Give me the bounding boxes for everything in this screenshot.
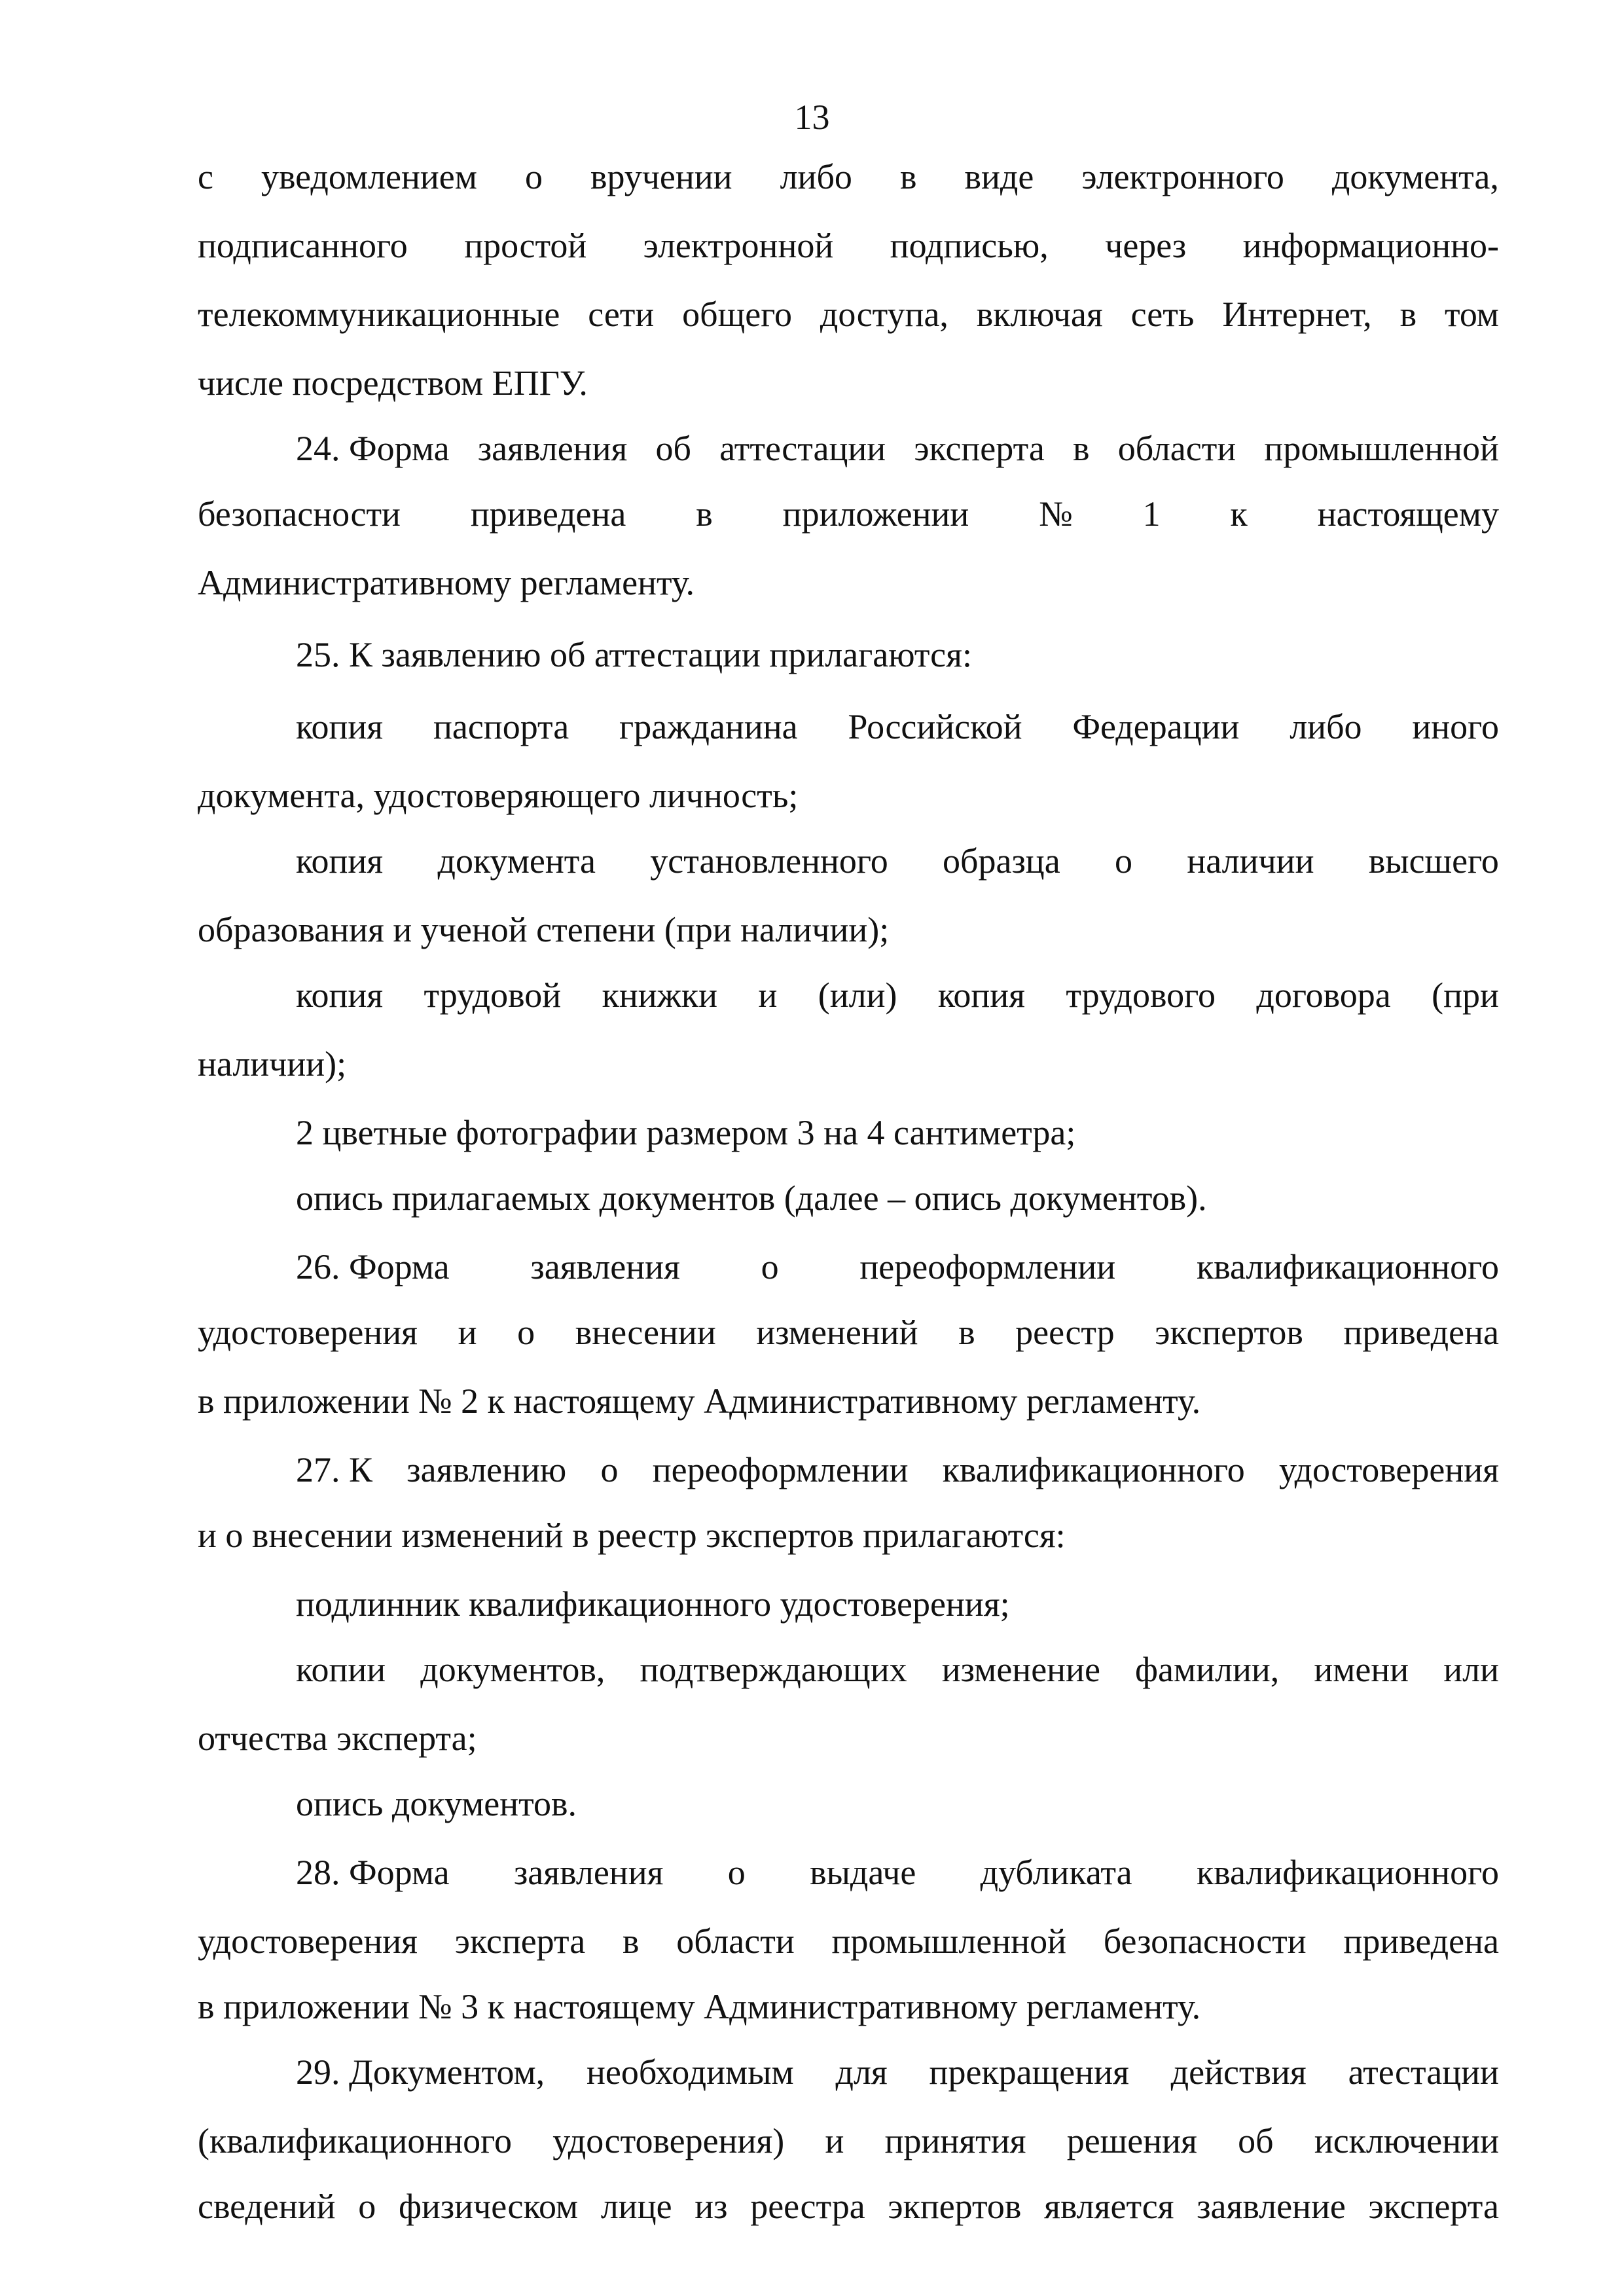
- text-word: Федерации: [1072, 707, 1240, 746]
- text-word: фамилии,: [1135, 1650, 1280, 1689]
- text-line: образования и ученой степени (при наличии);: [198, 910, 890, 949]
- text-word: том: [1444, 295, 1499, 334]
- text-word: трудовой: [424, 975, 562, 1015]
- text-word: области: [1117, 429, 1236, 468]
- text-word: является: [1044, 2187, 1174, 2226]
- text-word: заявлению: [406, 1450, 567, 1489]
- text-word: о: [358, 2187, 376, 2226]
- text-word: уведомлением: [261, 157, 477, 196]
- text-word: электронного: [1081, 157, 1284, 196]
- text-line: в приложении № 2 к настоящему Административному регламенту.: [198, 1381, 1201, 1421]
- text-word: подписью,: [890, 226, 1049, 265]
- text-word: атестации: [1348, 2052, 1499, 2092]
- text-line: опись прилагаемых документов (далее – опись документов).: [296, 1178, 1207, 1218]
- text-word: в: [1073, 429, 1090, 468]
- text-word: №: [1039, 494, 1073, 534]
- text-word: эксперта: [914, 429, 1045, 468]
- text-line: [296, 1452, 1499, 1487]
- text-word: реестр: [1015, 1313, 1115, 1352]
- text-word: сети: [588, 295, 655, 334]
- text-line: [198, 1315, 1499, 1350]
- text-word: заявление: [1197, 2187, 1346, 2226]
- text-word: общего: [682, 295, 792, 334]
- text-word: квалификационного: [942, 1450, 1245, 1489]
- text-word: гражданина: [619, 707, 798, 746]
- text-word: дубликата: [980, 1853, 1132, 1892]
- text-line: [296, 1652, 1499, 1687]
- text-word: переоформлении: [652, 1450, 909, 1489]
- text-line: [296, 1249, 1499, 1285]
- text-line: [198, 2123, 1499, 2159]
- text-word: необходимым: [586, 2052, 794, 2092]
- text-word: о: [600, 1450, 619, 1489]
- text-word: экпертов: [888, 2187, 1022, 2226]
- text-word: иного: [1412, 707, 1499, 746]
- text-word: Российской: [848, 707, 1022, 746]
- text-word: реестра: [750, 2187, 865, 2226]
- text-word: паспорта: [433, 707, 569, 746]
- text-word: заявления: [530, 1247, 680, 1286]
- text-word: Интернет,: [1222, 295, 1372, 334]
- text-word: изменение: [941, 1650, 1100, 1689]
- text-word: к: [1230, 494, 1248, 534]
- document-body: [198, 159, 1499, 2254]
- text-line: [198, 297, 1499, 332]
- text-line: [198, 1923, 1499, 1959]
- text-word: сеть: [1130, 295, 1195, 334]
- text-word: о: [727, 1853, 746, 1892]
- text-word: либо: [1290, 707, 1362, 746]
- text-line: наличии);: [198, 1044, 347, 1084]
- text-word: копия: [296, 841, 384, 881]
- text-line: числе посредством ЕПГУ.: [198, 363, 588, 403]
- text-word: из: [695, 2187, 728, 2226]
- text-word: принятия: [884, 2121, 1026, 2160]
- text-word: копия: [296, 707, 384, 746]
- text-line: Административному регламенту.: [198, 563, 695, 602]
- text-word: приведена: [1343, 1922, 1499, 1961]
- text-word: (квалификационного: [198, 2121, 512, 2160]
- text-word: настоящему: [1317, 494, 1499, 534]
- text-word: физическом: [398, 2187, 579, 2226]
- text-line: [198, 496, 1499, 532]
- text-word: 26. Форма: [296, 1247, 450, 1286]
- text-word: виде: [964, 157, 1034, 196]
- text-word: удостоверения: [198, 1922, 418, 1961]
- text-word: приведена: [470, 494, 626, 534]
- text-word: для: [835, 2052, 888, 2092]
- text-word: о: [761, 1247, 779, 1286]
- text-line: [198, 159, 1499, 194]
- text-line: отчества эксперта;: [198, 1719, 477, 1758]
- text-line: 25. К заявлению об аттестации прилагаются:: [296, 635, 972, 674]
- page-number: 13: [794, 98, 830, 137]
- text-line: в приложении № 3 к настоящему Административному регламенту.: [198, 1987, 1201, 2026]
- text-word: удостоверения: [198, 1313, 418, 1352]
- text-word: 24. Форма: [296, 429, 450, 468]
- text-word: установленного: [650, 841, 888, 881]
- text-line: [296, 977, 1499, 1013]
- text-word: безопасности: [1103, 1922, 1307, 1961]
- text-word: выдаче: [810, 1853, 916, 1892]
- text-word: изменений: [756, 1313, 918, 1352]
- text-word: простой: [464, 226, 587, 265]
- text-line: и о внесении изменений в реестр экспертов прилагаются:: [198, 1516, 1066, 1555]
- text-word: о: [517, 1313, 535, 1352]
- text-word: квалификационного: [1196, 1853, 1499, 1892]
- text-word: 27. К: [296, 1450, 373, 1489]
- text-word: в: [622, 1922, 640, 1961]
- text-word: приведена: [1343, 1313, 1499, 1352]
- text-word: документа,: [1331, 157, 1499, 196]
- text-word: вручении: [590, 157, 732, 196]
- text-word: (или): [818, 975, 897, 1015]
- text-line: документа, удостоверяющего личность;: [198, 776, 799, 815]
- text-line: подлинник квалификационного удостоверения;: [296, 1584, 1010, 1624]
- text-word: высшего: [1368, 841, 1499, 881]
- text-word: переоформлении: [859, 1247, 1116, 1286]
- text-word: документов,: [420, 1650, 605, 1689]
- text-word: внесении: [575, 1313, 716, 1352]
- text-word: включая: [976, 295, 1103, 334]
- text-word: трудового: [1066, 975, 1216, 1015]
- text-line: [296, 431, 1499, 466]
- text-word: копии: [296, 1650, 386, 1689]
- text-line: [296, 843, 1499, 879]
- text-word: в: [1399, 295, 1417, 334]
- text-word: книжки: [602, 975, 718, 1015]
- text-word: в: [899, 157, 917, 196]
- text-word: эксперта: [454, 1922, 586, 1961]
- text-line: [198, 228, 1499, 263]
- text-word: действия: [1170, 2052, 1307, 2092]
- text-word: эксперта: [1368, 2187, 1499, 2226]
- text-word: удостоверения: [1278, 1450, 1499, 1489]
- text-word: с: [198, 157, 213, 196]
- text-word: подписанного: [198, 226, 408, 265]
- text-line: [296, 709, 1499, 744]
- text-word: информационно-: [1242, 226, 1499, 265]
- text-word: сведений: [198, 2187, 336, 2226]
- text-word: исключении: [1314, 2121, 1499, 2160]
- text-word: прекращения: [929, 2052, 1129, 2092]
- text-word: и: [825, 2121, 844, 2160]
- text-line: [198, 2189, 1499, 2224]
- text-word: квалификационного: [1196, 1247, 1499, 1286]
- text-word: в: [696, 494, 713, 534]
- text-line: 2 цветные фотографии размером 3 на 4 сантиметра;: [296, 1113, 1076, 1152]
- text-word: электронной: [643, 226, 834, 265]
- text-word: промышленной: [1264, 429, 1499, 468]
- text-word: об: [655, 429, 691, 468]
- text-word: и: [458, 1313, 477, 1352]
- text-word: лице: [600, 2187, 672, 2226]
- text-word: заявления: [513, 1853, 664, 1892]
- text-word: 28. Форма: [296, 1853, 450, 1892]
- text-word: удостоверения): [552, 2121, 785, 2160]
- text-word: или: [1443, 1650, 1499, 1689]
- text-line: [296, 1855, 1499, 1890]
- text-word: документа: [437, 841, 596, 881]
- text-word: (при: [1432, 975, 1499, 1015]
- text-word: области: [676, 1922, 795, 1961]
- text-word: через: [1105, 226, 1187, 265]
- text-word: доступа,: [820, 295, 948, 334]
- text-word: подтверждающих: [640, 1650, 907, 1689]
- text-word: наличии: [1187, 841, 1314, 881]
- text-word: решения: [1066, 2121, 1197, 2160]
- text-word: об: [1238, 2121, 1274, 2160]
- text-word: безопасности: [198, 494, 401, 534]
- text-word: 29. Документом,: [296, 2052, 545, 2092]
- text-line: [296, 2054, 1499, 2090]
- text-word: о: [1115, 841, 1132, 881]
- text-word: договора: [1256, 975, 1391, 1015]
- text-word: копия: [296, 975, 384, 1015]
- text-word: и: [758, 975, 778, 1015]
- text-line: опись документов.: [296, 1784, 577, 1823]
- text-word: заявления: [477, 429, 628, 468]
- text-word: 1: [1142, 494, 1161, 534]
- text-word: экспертов: [1155, 1313, 1303, 1352]
- text-word: промышленной: [831, 1922, 1066, 1961]
- text-word: в: [958, 1313, 975, 1352]
- text-word: образца: [943, 841, 1060, 881]
- text-word: о: [524, 157, 543, 196]
- text-word: приложении: [782, 494, 969, 534]
- text-word: либо: [780, 157, 852, 196]
- text-word: аттестации: [719, 429, 886, 468]
- text-word: имени: [1314, 1650, 1409, 1689]
- text-word: копия: [937, 975, 1025, 1015]
- text-word: телекоммуникационные: [198, 295, 560, 334]
